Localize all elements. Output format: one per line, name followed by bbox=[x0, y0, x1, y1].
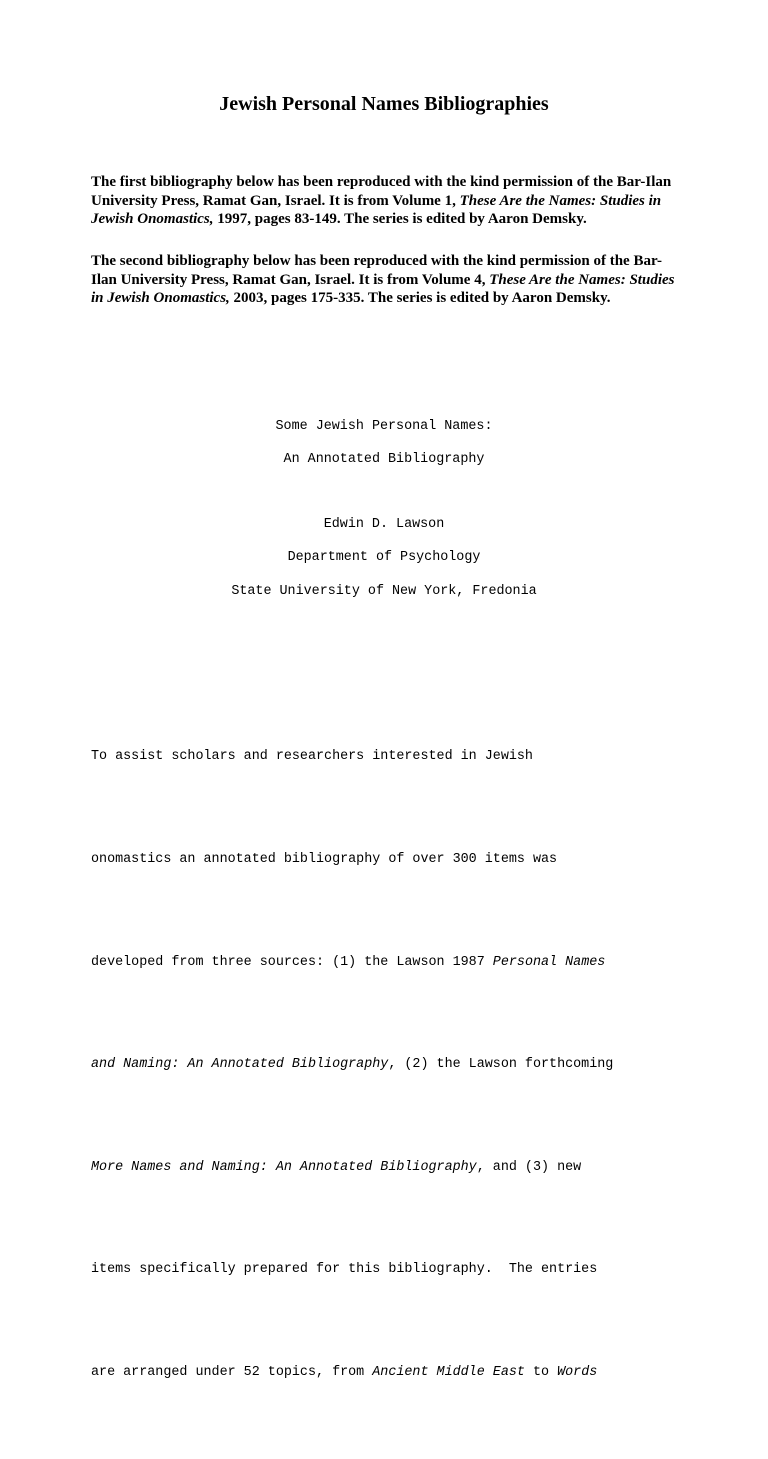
page-title: Jewish Personal Names Bibliographies bbox=[219, 93, 549, 115]
intro-line-5 bbox=[91, 1151, 691, 1185]
intro-line-2: onomastics an annotated bibliography of over 300 items was bbox=[91, 852, 558, 868]
intro-line-7-text: are arranged under 52 topics, from bbox=[91, 1365, 373, 1381]
intro-line-3 bbox=[91, 946, 691, 980]
work-title-line-1: Some Jewish Personal Names: bbox=[275, 419, 493, 434]
author-institution: State University of New York, Fredonia bbox=[231, 584, 537, 599]
author-department: Department of Psychology bbox=[287, 550, 481, 565]
permission-note-2 bbox=[91, 252, 681, 308]
intro-paragraph bbox=[91, 672, 691, 1459]
author-name: Edwin D. Lawson bbox=[323, 517, 445, 532]
permission-1-text: The first bibliography below has been reproduced with the kind permission of the Bar-Ilan University Press, Ramat Gan, Israel. It is from Volume 1, bbox=[91, 174, 672, 209]
intro-line-3-text: developed from three sources: (1) the Lawson 1987 bbox=[91, 954, 493, 970]
permission-note-1 bbox=[91, 173, 681, 229]
intro-line-7 bbox=[91, 1356, 691, 1390]
permission-1-series-title: These Are the Names: Studies in Jewish Onomastics, bbox=[91, 192, 662, 227]
intro-line-5-italic: More Names and Naming: An Annotated Bibliography bbox=[91, 1159, 477, 1175]
intro-line-7-italic-2: Words bbox=[557, 1365, 598, 1381]
intro-line-1: To assist scholars and researchers interested in Jewish bbox=[91, 749, 533, 765]
intro-line-4-text: , (2) the Lawson forthcoming bbox=[388, 1057, 614, 1073]
permission-2-series-title: These Are the Names: Studies in Jewish Onomastics, bbox=[91, 271, 675, 306]
intro-line-3-italic: Personal Names bbox=[492, 954, 606, 970]
permission-2-details: 2003, pages 175-335. The series is edited by Aaron Demsky. bbox=[229, 290, 611, 306]
intro-line-6: items specifically prepared for this bibliography. The entries bbox=[91, 1262, 598, 1278]
intro-line-7-italic-1: Ancient Middle East bbox=[372, 1365, 525, 1381]
permission-2-text: The second bibliography below has been reproduced with the kind permission of the Bar-Ilan University Press, Ramat Gan, Israel. It is from Volume 4, bbox=[91, 253, 663, 288]
permission-1-details: 1997, pages 83-149. The series is edited by Aaron Demsky. bbox=[213, 211, 587, 227]
intro-line-4-italic: and Naming: An Annotated Bibliography bbox=[91, 1057, 389, 1073]
intro-line-7-joiner: to bbox=[524, 1365, 558, 1381]
work-title-line-2: An Annotated Bibliography bbox=[283, 452, 485, 467]
intro-line-5-text: , and (3) new bbox=[476, 1159, 582, 1175]
intro-line-4 bbox=[91, 1048, 691, 1082]
